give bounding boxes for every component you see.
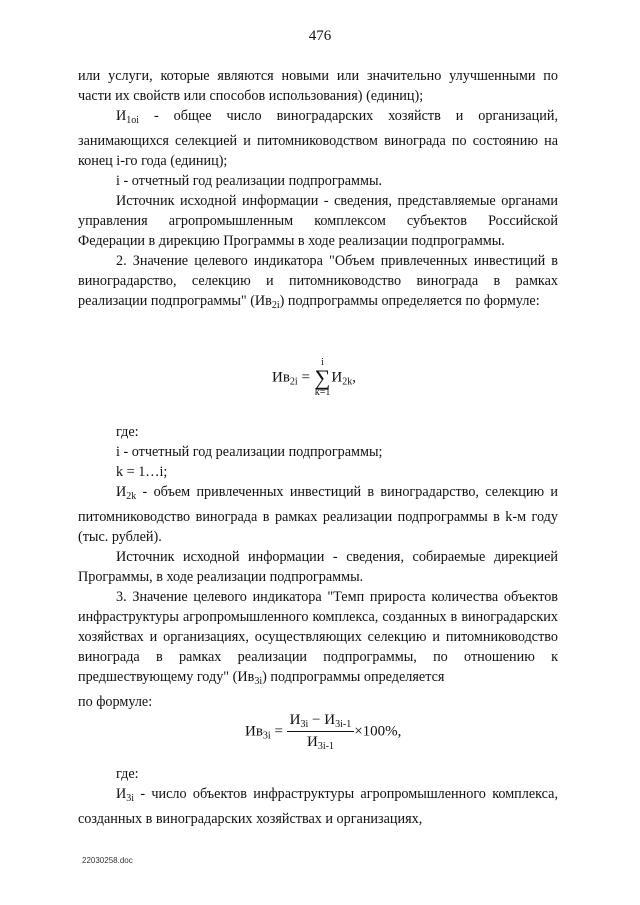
formula-lhs-subscript: 3i	[262, 730, 271, 742]
summation-upper: i	[321, 357, 324, 368]
indicator-text: 2. Значение целевого индикатора "Объем привлеченных инвестиций в виноградарство, селекцию и питомниководство винограда в рамках реализации подпрограммы" (	[78, 253, 558, 309]
formula-tail: ×100%,	[354, 723, 402, 740]
paragraph-indicator-3	[78, 587, 558, 692]
paragraph-source: Источник исходной информации - сведения, представляемые органами управления агропромышленным комплексом субъектов Российской Федерации в дирекцию Программы в ходе реализации подпрограммы.	[78, 193, 558, 249]
numerator-term-b: И	[324, 712, 336, 728]
symbol-subscript: 1oi	[126, 115, 140, 126]
formula-1	[272, 358, 356, 398]
formula-fraction	[287, 712, 355, 752]
formula-lhs-subscript: 2i	[289, 376, 298, 388]
numerator-subscript-b: 3i-1	[335, 719, 352, 730]
summation-lower: k=1	[314, 387, 331, 398]
paragraph-definition-i2k	[78, 482, 558, 547]
paragraph-by-formula: по формуле:	[78, 694, 153, 710]
indicator-text-end: ) подпрограммы определяется	[262, 669, 445, 685]
definition-text: - объем привлеченных инвестиций в виноградарство, селекцию и питомниководство винограда в рамках реализации подпрограммы в k-м году (тыс. рублей).	[78, 484, 558, 545]
indicator-text-end: ) подпрограммы определяется по формуле:	[279, 293, 540, 309]
formula-equals: =	[301, 369, 310, 386]
indicator-text: 3. Значение целевого индикатора "Темп прироста количества объектов инфраструктуры агропромышленного комплекса, созданных в виноградарских хозяйствах и организациях, осуществляющих селекцию и питомниководство винограда в рамках реализации подпрограммы, по отношению к предшествующему году" (	[78, 589, 558, 685]
symbol-iv: Ив	[254, 293, 272, 309]
denominator-subscript: 3i-1	[317, 741, 334, 752]
numerator-subscript-a: 3i	[300, 719, 309, 730]
formula-lhs: Ив	[272, 369, 290, 386]
fraction-numerator	[287, 712, 355, 732]
paragraph-indicator-2	[78, 251, 558, 316]
formula-equals: =	[274, 723, 283, 740]
summation	[315, 358, 331, 398]
symbol-subscript: 3i	[254, 676, 263, 687]
denominator-term: И	[306, 734, 318, 750]
text-block-2	[78, 422, 558, 712]
formula-2	[245, 712, 401, 752]
definition-text: - число объектов инфраструктуры агропромышленного комплекса, созданных в виноградарских хозяйствах и организациях,	[78, 786, 558, 827]
paragraph-definition-i3i	[78, 784, 558, 829]
formula-lhs: Ив	[245, 723, 263, 740]
paragraph-where: где:	[116, 766, 139, 782]
footer-filename: 22030258.doc	[82, 856, 133, 865]
symbol-i: И	[116, 484, 127, 500]
paragraph-definition-k: k = 1…i;	[116, 464, 168, 480]
symbol-i: И	[116, 786, 127, 802]
symbol-i: И	[116, 108, 127, 124]
symbol-subscript: 3i	[126, 793, 135, 804]
summation-sign: ∑	[314, 365, 331, 390]
definition-text: - общее число виноградарских хозяйств и организаций, занимающихся селекцией и питомниководством винограда по состоянию на конец i-го года (единиц);	[78, 108, 558, 169]
page-number: 476	[308, 28, 332, 44]
numerator-minus: −	[308, 712, 325, 728]
symbol-subscript: 2i	[271, 300, 280, 311]
text-block-1	[78, 66, 558, 316]
text-block-3	[78, 764, 558, 829]
formula-tail: ,	[352, 369, 356, 386]
paragraph-source: Источник исходной информации - сведения, собираемые дирекцией Программы, в ходе реализации подпрограммы.	[78, 549, 558, 585]
paragraph-where: где:	[116, 424, 139, 440]
symbol-subscript: 2k	[126, 491, 137, 502]
fraction-denominator	[287, 732, 355, 752]
formula-term: И	[331, 369, 343, 386]
paragraph-definition-i: i - отчетный год реализации подпрограммы;	[116, 444, 383, 460]
paragraph-definition-i1oi	[78, 106, 558, 171]
formula-term-subscript: 2k	[342, 376, 353, 388]
paragraph-definition-i: i - отчетный год реализации подпрограммы.	[116, 173, 383, 189]
numerator-term-a: И	[289, 712, 301, 728]
paragraph-continuation: или услуги, которые являются новыми или значительно улучшенными по части их свойств или способов использования) (единиц);	[78, 68, 558, 104]
symbol-iv: Ив	[237, 669, 255, 685]
